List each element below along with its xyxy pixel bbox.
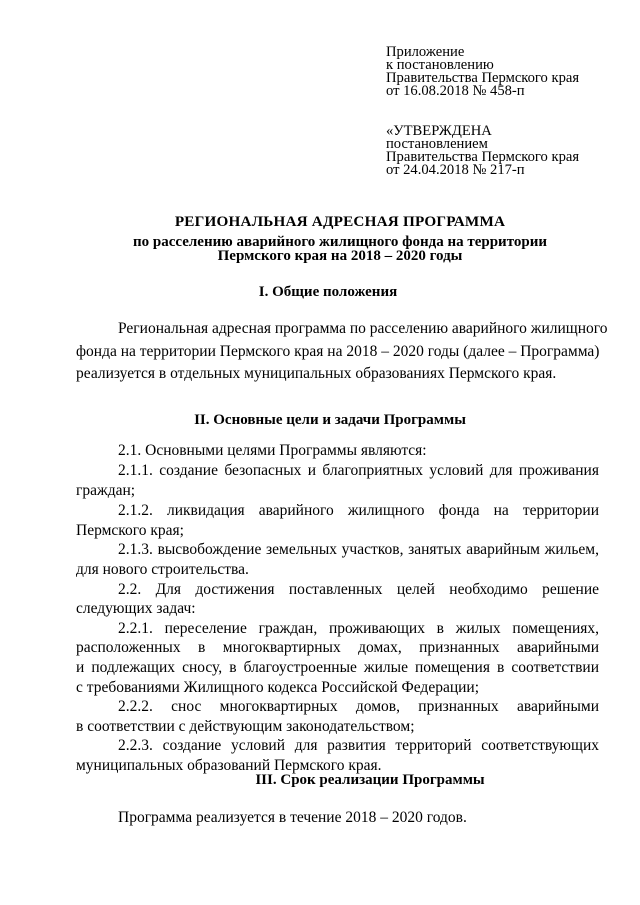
paragraph-line: 2.2.1. переселение граждан, проживающих в жилых помещениях, (118, 620, 599, 637)
document-title: РЕГИОНАЛЬНАЯ АДРЕСНАЯ ПРОГРАММА (174, 213, 506, 230)
section-heading: I. Общие положения (258, 284, 398, 300)
paragraph-line: Региональная адресная программа по расселению аварийного жилищного (118, 320, 608, 337)
paragraph-line: фонда на территории Пермского края на 2018 – 2020 годы (далее – Программа) (76, 343, 600, 360)
paragraph-line: для нового строительства. (76, 561, 249, 578)
appendix-line: к постановлению (386, 57, 494, 73)
paragraph-line: расположенных в многоквартирных домах, признанных аварийными (76, 639, 599, 656)
appendix-line: от 16.08.2018 № 458-п (386, 83, 525, 99)
appendix-line: Правительства Пермского края (386, 70, 580, 86)
document-subtitle-line: по расселению аварийного жилищного фонда на территории (133, 234, 547, 250)
paragraph-line: 2.2.3. создание условий для развития территорий соответствующих (118, 737, 599, 754)
appendix-reference-block (386, 46, 579, 98)
paragraph-line: с требованиями Жилищного кодекса Российской Федерации; (76, 679, 480, 696)
approved-line: от 24.04.2018 № 217-п (386, 162, 525, 178)
paragraph-line: граждан; (76, 482, 136, 499)
paragraph-line: 2.1.3. высвобождение земельных участков, занятых аварийным жильем, (118, 541, 599, 558)
paragraph-line: и подлежащих сносу, в благоустроенные жилые помещения в соответствии (76, 659, 599, 676)
paragraph-line: 2.2. Для достижения поставленных целей необходимо решение (118, 581, 599, 598)
approved-line: постановлением (386, 136, 488, 152)
paragraph-line: реализуется в отдельных муниципальных образованиях Пермского края. (76, 365, 557, 382)
paragraph-line: 2.1.2. ликвидация аварийного жилищного фонда на территории (118, 502, 599, 519)
paragraph-line: муниципальных образований Пермского края. (76, 757, 382, 774)
paragraph-line: Пермского края; (76, 522, 184, 539)
approved-line: Правительства Пермского края (386, 149, 580, 165)
section-heading: III. Срок реализации Программы (255, 772, 485, 788)
approved-line: «УТВЕРЖДЕНА (386, 123, 492, 139)
section-heading: II. Основные цели и задачи Программы (194, 412, 466, 428)
paragraph-line: 2.1.1. создание безопасных и благоприятных условий для проживания (118, 462, 599, 479)
document-subtitle-line: Пермского края на 2018 – 2020 годы (217, 248, 463, 264)
approval-stamp-block (386, 125, 579, 177)
paragraph-line: 2.2.2. снос многоквартирных домов, признанных аварийными (118, 698, 599, 715)
paragraph-line: 2.1. Основными целями Программы являются: (118, 442, 427, 459)
paragraph-line: в соответствии с действующим законодательством; (76, 718, 415, 735)
paragraph-line: следующих задач: (76, 600, 196, 617)
appendix-line: Приложение (386, 44, 465, 60)
paragraph-line: Программа реализуется в течение 2018 – 2020 годов. (118, 809, 467, 826)
